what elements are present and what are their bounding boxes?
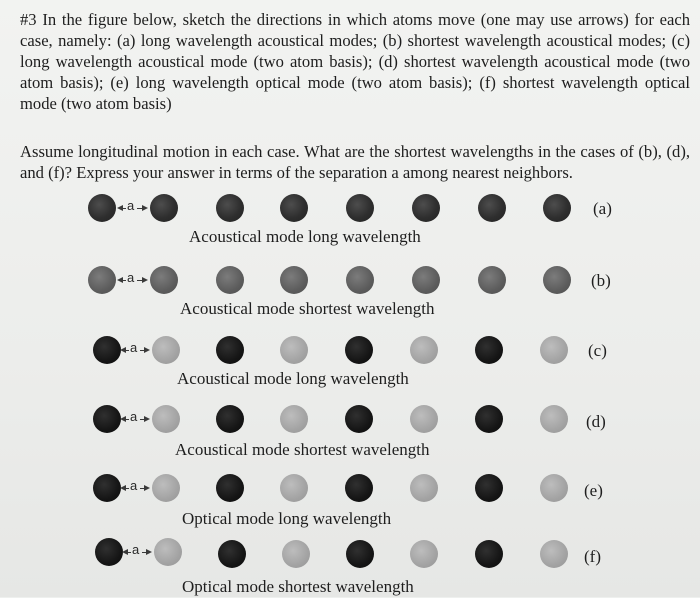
separation-label: a [127,198,135,213]
separation-line [122,280,126,281]
problem-question: Assume longitudinal motion in each case. What are the shortest wavelengths in the cases of (b), (d), and (f)? Express your answer in terms of the separation a among nearest neighbors. [20,142,690,182]
atom [152,405,180,433]
separation-arrow-right-icon [146,549,152,555]
atom [478,194,506,222]
atom [280,474,308,502]
figure-row-d [0,405,700,465]
separation-line [122,208,126,209]
atom [216,194,244,222]
atom [540,405,568,433]
separation-line [127,552,131,553]
case-tag: (d) [586,412,606,431]
atom [346,540,374,568]
atom [95,538,123,566]
atom [150,266,178,294]
mode-label: Acoustical mode shortest wavelength [175,440,430,459]
figure-row-b [0,266,700,326]
atom [410,474,438,502]
separation-arrow-right-icon [144,416,150,422]
atom [543,194,571,222]
atom [540,474,568,502]
separation-line [125,419,129,420]
atom [93,336,121,364]
figure-row-f [0,538,700,598]
atom [93,474,121,502]
case-tag: (c) [588,341,607,360]
atom [475,405,503,433]
separation-line [125,350,129,351]
atom [280,266,308,294]
atom [410,336,438,364]
atom [152,336,180,364]
figure-row-a [0,194,700,254]
atom [150,194,178,222]
separation-line [125,488,129,489]
atom [216,405,244,433]
atom [154,538,182,566]
atom [216,266,244,294]
separation-arrow-right-icon [144,347,150,353]
separation-label: a [130,409,138,424]
mode-label: Acoustical mode shortest wavelength [180,299,435,318]
atom [88,266,116,294]
separation-label: a [130,340,138,355]
case-tag: (e) [584,481,603,500]
atom [410,540,438,568]
atom [543,266,571,294]
separation-arrow-right-icon [142,277,148,283]
atom [280,405,308,433]
atom [88,194,116,222]
atom [216,336,244,364]
atom [280,336,308,364]
atom [346,194,374,222]
atom [216,474,244,502]
separation-label: a [127,270,135,285]
atom [478,266,506,294]
atom [412,194,440,222]
separation-label: a [130,478,138,493]
atom [346,266,374,294]
figure-row-e [0,474,700,534]
atom [93,405,121,433]
separation-arrow-right-icon [142,205,148,211]
case-tag: (b) [591,271,611,290]
atom [540,540,568,568]
separation-arrow-right-icon [144,485,150,491]
mode-label: Acoustical mode long wavelength [177,369,409,388]
figure-row-c [0,336,700,396]
atom [475,336,503,364]
separation-label: a [132,542,140,557]
atom [475,540,503,568]
atom [345,336,373,364]
atom [345,405,373,433]
atom [152,474,180,502]
atom [412,266,440,294]
case-tag: (a) [593,199,612,218]
mode-label: Optical mode shortest wavelength [182,577,414,596]
atom [280,194,308,222]
atom [410,405,438,433]
atom [475,474,503,502]
mode-label: Acoustical mode long wavelength [189,227,421,246]
atom [540,336,568,364]
atom [218,540,246,568]
mode-label: Optical mode long wavelength [182,509,392,528]
case-tag: (f) [584,547,601,566]
problem-statement: #3 In the figure below, sketch the directions in which atoms move (one may use arrows) for each case, namely: (a) long wavelength acoustical modes; (b) shortest wavelength acoustical modes; (c) long wavelength acoustical mode (two atom basis); (d) shortest wavelength acoustical mode (two atom basis); (e) long wavelength optical mode (two atom basis); (f) shortest wavelength optical mode (two atom basis) [20,10,690,113]
atom [282,540,310,568]
atom [345,474,373,502]
